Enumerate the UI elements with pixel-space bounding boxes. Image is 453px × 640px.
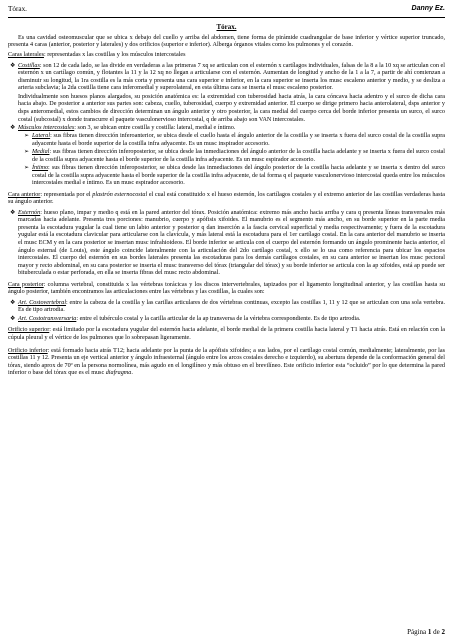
section-lateral-heading: Caras laterales: representadas x las costillas y los músculos intercostales [8,52,186,59]
arrow-bullet-icon: ➢ [24,165,30,172]
arrow-bullet-icon: ➢ [24,133,30,140]
section-posterior-heading: Cara posterior: columna vertebral, constituida x las vértebras torácicas y los discos intervertebrales, tapizados por el ligamento longitudinal anterior, y las costillas hasta su ángulo posterior, también encontramos las articulaciones entre las vértebras y las costillas, la cuales son: [8,281,445,296]
sub-bullet-intimo: ➢ Íntimo: sus fibras tienen dirección inferoposterior, se ubica desde las inmediaciones del ángulo posterior de la costilla hacia adelante y se inserta x dentro del surco costal de la costilla supra adyacente hasta el borde superior de la costilla infra adyacente, de tal forma q el paquete vasculonervioso intercostal queda entre los músculos intercostales medial e íntimo. Es un musc espirador accesorio. [24,165,445,187]
diamond-bullet-icon: ❖ [10,299,16,306]
bullet-musculos: ❖ Músculos intercostales: son 3, se ubican entre costilla y costilla: lateral, medial e íntimo. [10,124,236,131]
costillas-paragraph-2: Individualmente son huesos planos alargados, su posición anatómica es: la extremidad con tuberosidad hacia atrás, la cara cóncava hacia adentro y el surco de dicha cara hacia abajo. De posterior a anterior sus partes son: cabeza, cuello, tuberosidad, cuerpo y extremidad anterior. El cuerpo se dirige primero hacia anterolateral, dsps anterior y dsps anteromedial, estos cambios de dirección determinan un ángulo anterior y otro posterior, la cara medial del cuerpo cerca del borde inferior presenta un surco, el surco costal (subcostal) x donde transcurre el paquete vasculonervioso intercostal, q de arriba abajo son VAN intercostales. [18,93,445,123]
document-body [8,24,445,620]
sub-bullet-medial: ➢ Medial: sus fibras tienen dirección inferoposterior, se ubica desde las inmediaciones del ángulo anterior de la costilla hacia adelante y se inserta x fuera del surco costal de la costilla supra adyacente hasta el borde superior de la costilla infra adyacente. Es un musc espirador accesorio. [24,149,445,163]
document-title: Tórax. [216,23,237,31]
diamond-bullet-icon: ❖ [10,209,16,216]
arrow-bullet-icon: ➢ [24,149,30,156]
section-orificio-superior: Orificio superior: está limitado por la escotadura yugular del esternón hacia adelante, el borde medial de la primera costilla hacia lateral y T1 hacia atrás. Está en relación con la cúpula pleural y el vértice de los pulmones que lo sobrepasan ligeramente. [8,326,445,341]
header-author: Danny Ez. [411,5,445,12]
bullet-costovertebral: ❖ Art. Costovertebral: entre la cabeza de la costilla y las carillas articulares de dos vértebras continuas, excepto las costillas 1, 11 y 12 que se articulan con una sola vertebra. Es de tipo artrodia. [10,299,445,314]
sub-bullet-lateral: ➢ Lateral: sus fibras tienen dirección inferoanterior, se ubica desde el cuello hasta el ángulo anterior de la costilla y se inserta x fuera del surco costal de la costilla supra adyacente hasta el borde superior de la costilla infra adyacente. Es un musc inspirador accesorio. [24,133,445,147]
intro-paragraph: Es una cavidad osteomuscular que se ubica x debajo del cuello y arriba del abdomen, tiene forma de pirámide cuadrangular de base inferior y vértice superior truncado, presenta 4 caras (anterior, posterior y laterales) y dos orificios (superior e inferior). Alberga órganos vitales como los pulmones y el corazón. [8,34,445,49]
header-left: Tórax. [8,5,27,13]
diamond-bullet-icon: ❖ [10,124,16,131]
section-orificio-inferior: Orificio inferior: está formado hacia atrás T12; hacia adelante por la punta de la apófisis xifoides; a sus lados, por el cartílago costal común, medialmente; lateralmente, por las costillas 11 y 12. Presenta un eje vertical anterior y ángulo infraesternal (ángulo entre los arcos costales derecho e izquierdo), su abertura depende de la conformación general del tórax, siendo aprox de 70º en la persona normolínea, más agudo en el longilíneo y más obtuso en el brevilíneo. Este orificio inferior esta “ocluido” por lo que determina la pared inferior o base del tórax que es el musc diafragma. [8,347,445,377]
section-anterior-heading: Cara anterior: representada por el plastrón esternocostal el cual está constituido x el hueso esternón, los cartílagos costales y el extremo anterior de las costillas verdaderas hasta su ángulo anterior. [8,191,445,206]
diamond-bullet-icon: ❖ [10,62,16,69]
bullet-esternon: ❖ Esternón: hueso plano, impar y medio q está en la pared anterior del tórax. Posición anatómica: extremo más ancho hacia arriba y cara q presenta líneas transversales más marcadas hacia adelante. Presenta tres porciones: manubrio, cuerpo y apófisis xifoides. El manubrio es el segmento más ancho, en su borde superior en la parte media presenta la escotadura yugular la cual tiene un labio anterior y posterior q dan inserción a la fascia cervical superficial y media respectivamente; y fuera de la escotadura yugular está la escotadura clavicular para articularse con la clavícula, y más lateral está la escotadura para el 1er cartílago costal. En la cara anterior del manubrio se inserta el musc ECM y en la cara posterior se insertan musc infrahioideos. El borde inferior se articula con el cuerpo del esternón formando un ángulo prominente hacia anterior, el ángulo esternal (de Louis), este ángulo coincide lateralmente con la articulación del 2do cartílago costal, x ello se lo usa como referencia para ubicar los espacios intercostales. El cuerpo del esternón en sus bordes laterales presenta las escotaduras para los demás cartílagos costales, en su cara anterior se insertan los musc pectoral mayor y recto abdominal, en su cara posterior se inserta el musc transverso del tórax (triangular del tórax) y su borde inferior se articula con la ap xifoides, está ap puede ser bituberculada o estar perforada, en ella se inserta fibras del musc recto abdominal. [10,209,445,277]
diamond-bullet-icon: ❖ [10,315,16,322]
bullet-costotransversaria: ❖ Art. Costotransversaria: entre el tubérculo costal y la carilla articular de la ap transversa de la vértebra correspondiente. Es de tipo artrodia. [10,315,361,322]
page-number: Página 1 de 2 [407,628,445,636]
bullet-costillas: ❖ Costillas: son 12 de cada lado, se las divide en verdaderas a las primeras 7 xq se articulan con el esternón x cartílagos individuales, falsas de la 8 a la 10 xq se articulan con el esternón x un cartílago común, y flotantes la 11 y la 12 xq no llegan a articularse con el esternón. Aumentan de longitud y ancho de la 1 a la 7, a partir de ahí comienzan a disminuir su longitud, la 1ra costilla es la más corta y presenta una cara superior e inferior, en la cara superior se inserta los musc escaleno anterior y medio, y se desliza a arteria subclavia; la 2da costilla tiene cara inferomedial y superolateral, en esta última cara se inserta el musc escaleno posterior. [10,62,445,92]
page-header [8,5,445,18]
